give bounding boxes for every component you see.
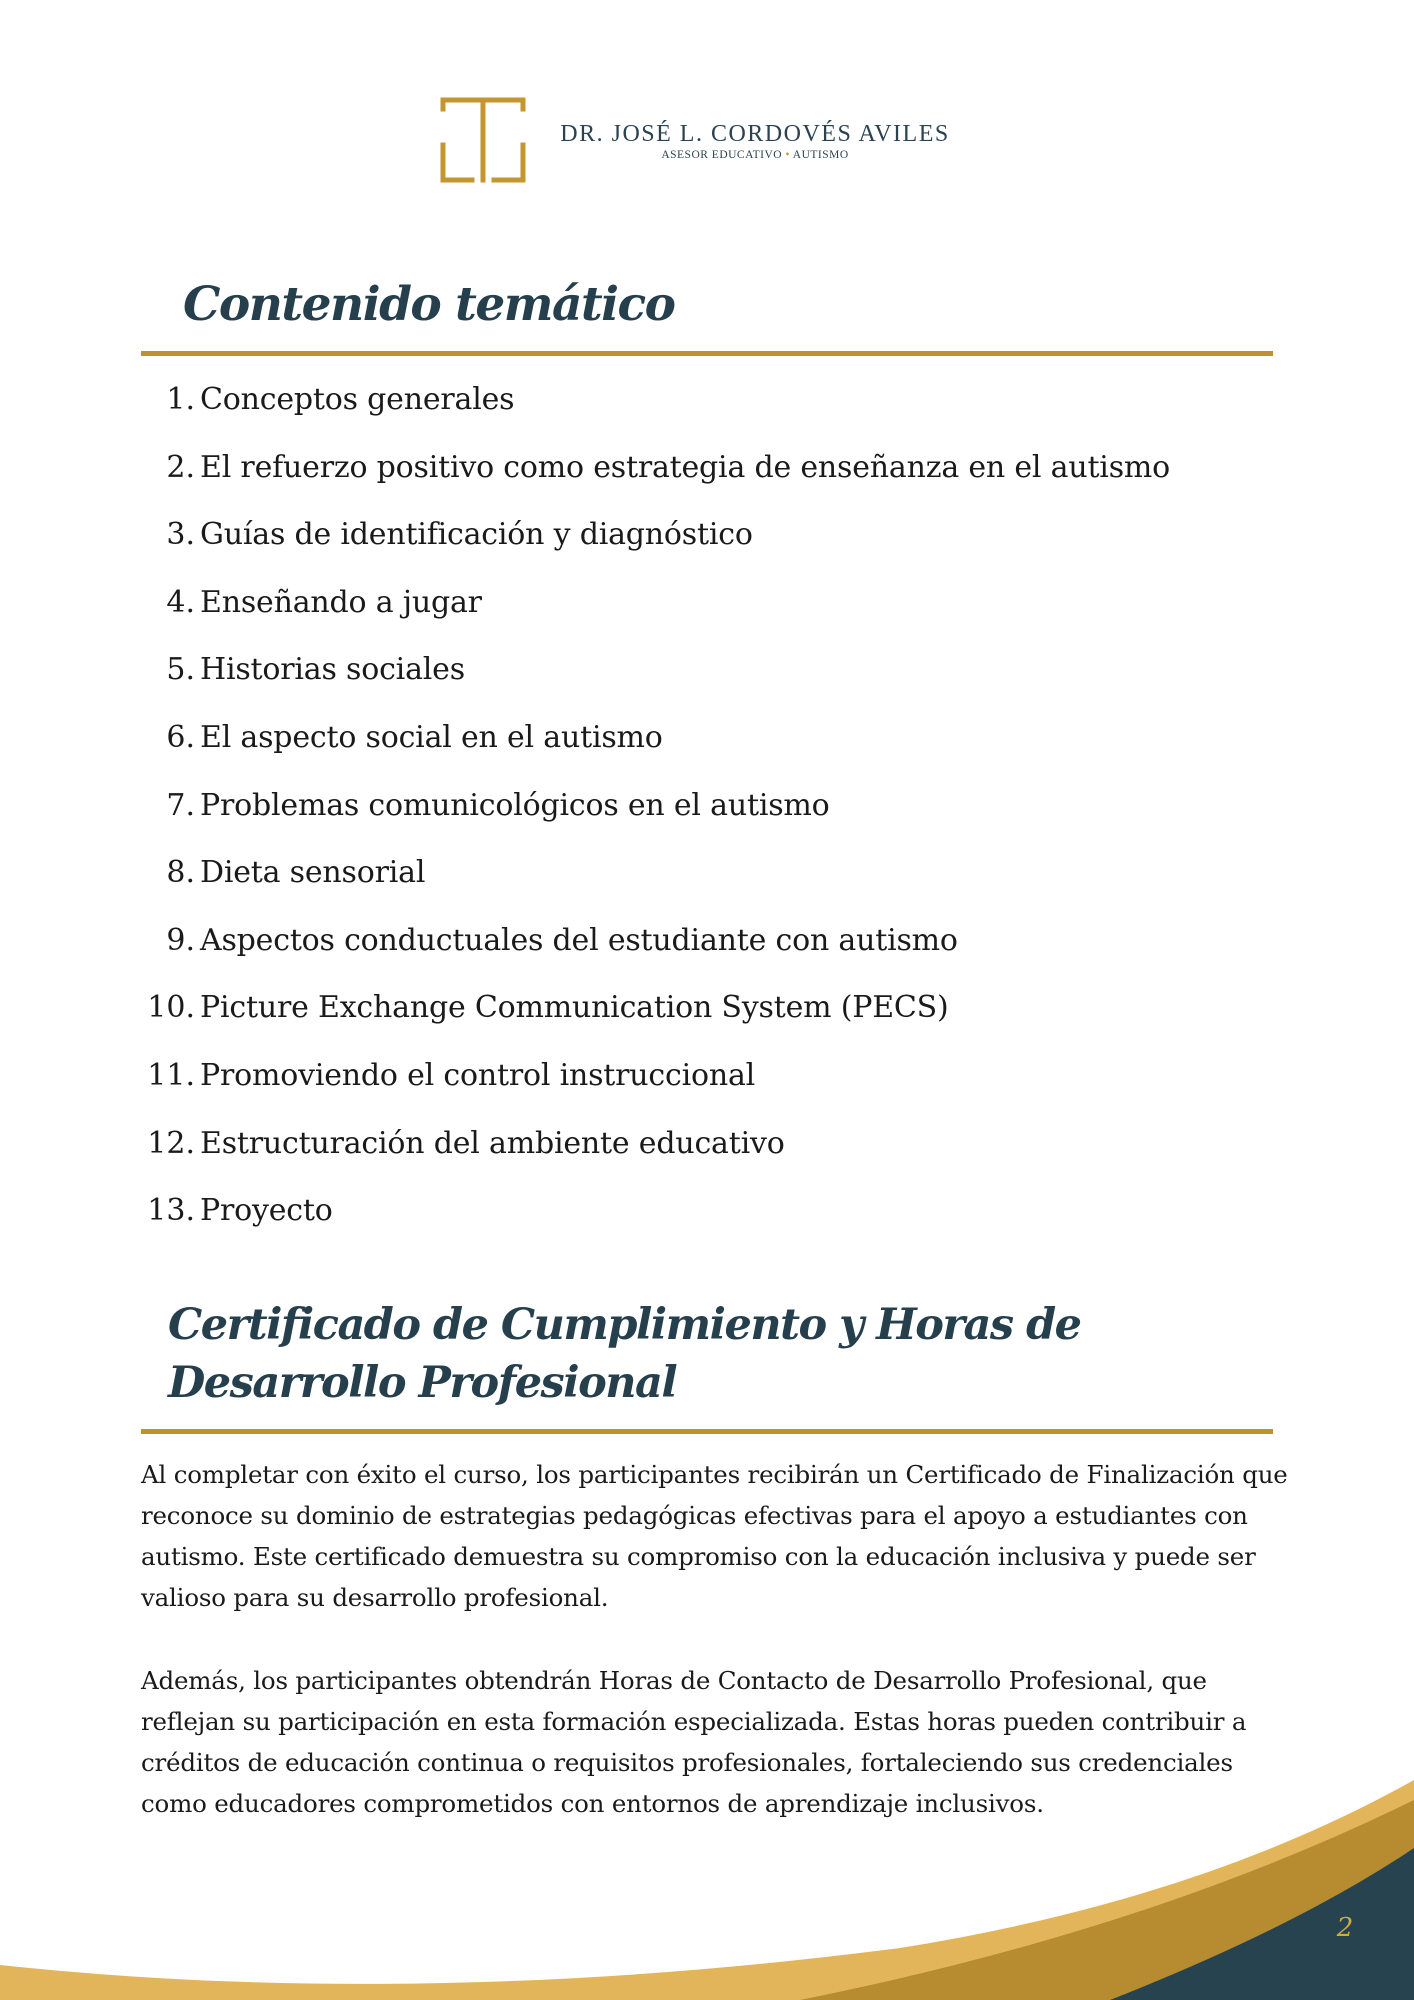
list-item-number: 1. (166, 382, 195, 417)
list-item-number: 5. (166, 652, 195, 688)
list-item-label: Proyecto (200, 1193, 333, 1229)
tagline-left: ASESOR EDUCATIVO (661, 149, 783, 161)
page-number: 2 (1336, 1913, 1354, 1943)
jc-monogram-icon (440, 97, 526, 183)
list-item-label: Problemas comunicológicos en el autismo (200, 787, 830, 823)
footer-swoosh-decoration (0, 1760, 1414, 2000)
list-item (0, 982, 1414, 1050)
section-divider (141, 351, 1273, 356)
list-item (0, 577, 1414, 645)
list-item-label: Conceptos generales (200, 382, 515, 417)
brand-name: DR. JOSÉ L. CORDOVÉS AVILES (560, 121, 950, 147)
contenido-heading: Contenido temático (183, 277, 675, 332)
list-item-number: 12. (147, 1125, 195, 1161)
list-item (0, 847, 1414, 915)
list-item-label: Promoviendo el control instruccional (200, 1057, 756, 1093)
list-item-label: El aspecto social en el autismo (200, 719, 663, 755)
list-item-label: El refuerzo positivo como estrategia de enseñanza en el autismo (200, 449, 1171, 485)
list-item-label: Enseñando a jugar (200, 584, 482, 620)
list-item-number: 8. (166, 855, 195, 891)
list-item-label: Historias sociales (200, 652, 465, 688)
list-item-number: 9. (166, 922, 195, 958)
certificado-paragraph-1: Al completar con éxito el curso, los participantes recibirán un Certificado de Finalización que reconoce su dominio de estrategias pedagógicas efectivas para el apoyo a estudiantes con autismo. Este certificado demuestra su compromiso con la educación inclusiva y puede ser valioso para su desarrollo profesional. (141, 1460, 1288, 1612)
list-item-number: 10. (147, 990, 195, 1026)
list-item (0, 780, 1414, 848)
list-item-number: 3. (166, 517, 195, 553)
certificado-paragraph-2: Además, los participantes obtendrán Horas de Contacto de Desarrollo Profesional, que reflejan su participación en esta formación especializada. Estas horas pueden contribuir a créditos de educación continua o requisitos profesionales, fortaleciendo sus credenciales como educadores comprometidos con entornos de aprendizaje inclusivos. (141, 1666, 1247, 1818)
list-item-label: Aspectos conductuales del estudiante con autismo (200, 922, 958, 958)
list-item-label: Picture Exchange Communication System (PECS) (200, 990, 949, 1026)
list-item (0, 1050, 1414, 1118)
brand-tagline (555, 149, 955, 161)
list-item (0, 1118, 1414, 1186)
list-item-number: 4. (166, 584, 195, 620)
list-item-label: Estructuración del ambiente educativo (200, 1125, 785, 1161)
list-item-number: 7. (166, 787, 195, 823)
list-item (0, 374, 1414, 442)
tagline-right: AUTISMO (792, 149, 849, 161)
list-item-label: Guías de identificación y diagnóstico (200, 517, 753, 553)
certificado-heading: Certificado de Cumplimiento y Horas de Desarrollo Profesional (168, 1300, 1081, 1408)
list-item (0, 644, 1414, 712)
list-item (0, 712, 1414, 780)
list-item (0, 509, 1414, 577)
list-item-number: 6. (166, 719, 195, 755)
tagline-separator: • (785, 149, 791, 161)
list-item (0, 915, 1414, 983)
list-item-label: Dieta sensorial (200, 855, 426, 891)
list-item (0, 442, 1414, 510)
topic-list (0, 374, 1414, 1253)
list-item-number: 13. (147, 1193, 195, 1229)
list-item-number: 11. (147, 1057, 195, 1093)
brand-block (555, 120, 955, 161)
section-divider (141, 1429, 1273, 1434)
list-item (0, 1185, 1414, 1253)
list-item-number: 2. (166, 449, 195, 485)
